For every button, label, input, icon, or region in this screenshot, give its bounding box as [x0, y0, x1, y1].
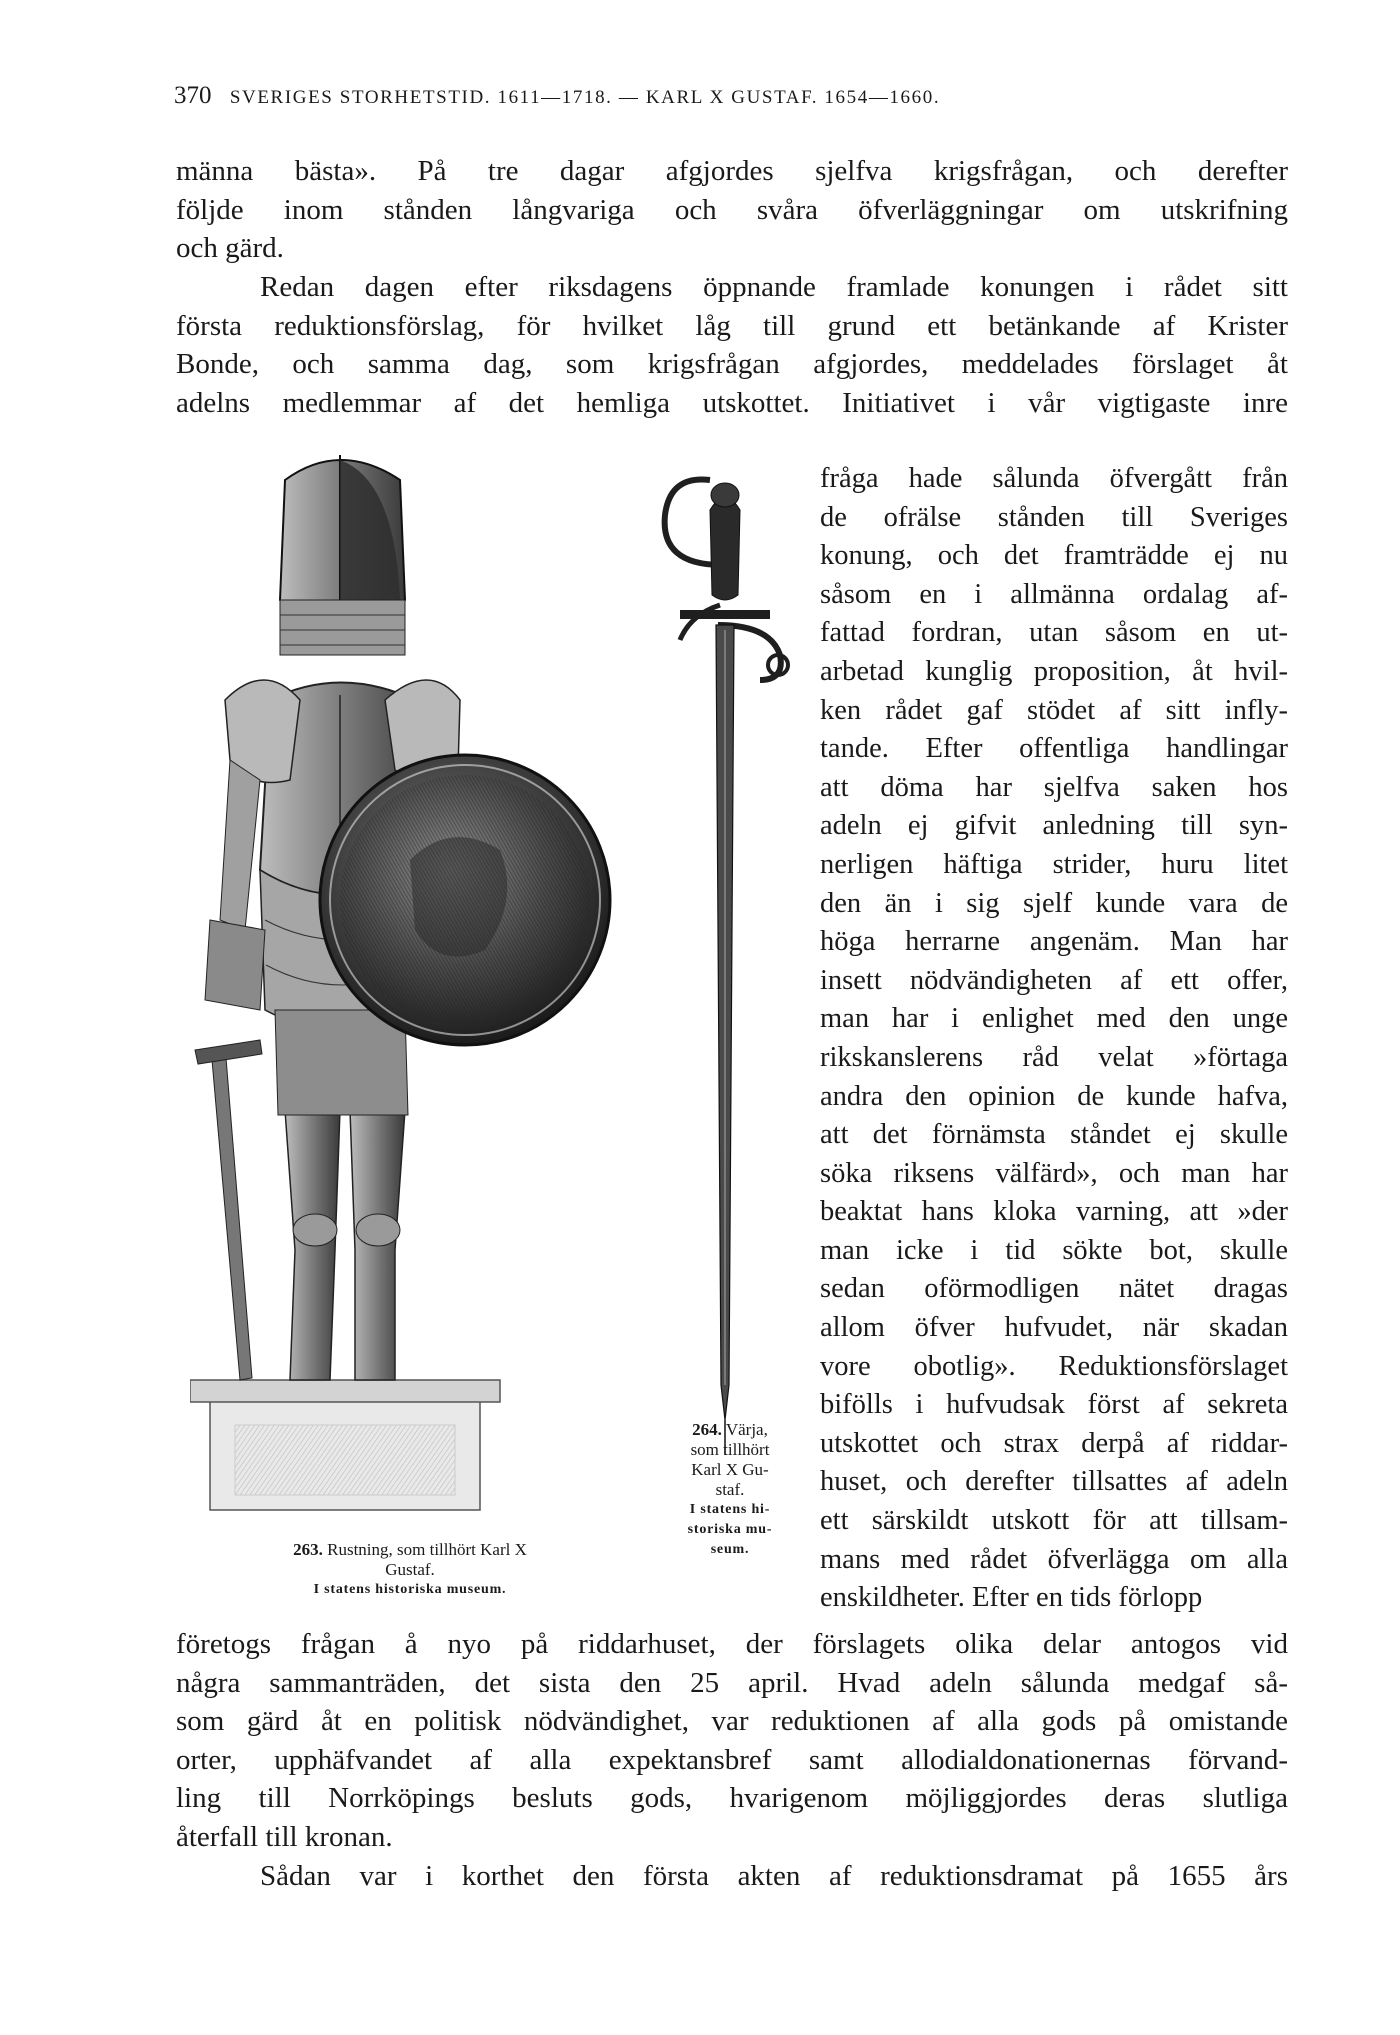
- column-text-line: huset, och derefter tillsattes af adeln: [820, 1466, 1288, 1498]
- caption-number: 264.: [692, 1420, 722, 1439]
- text-line: ling till Norrköpings besluts gods, hvarigenom möjliggjordes deras slutliga: [176, 1782, 1288, 1815]
- column-text-line: att döma har sjelfva saken hos: [820, 771, 1288, 803]
- column-text-line: konung, och det framträdde ej nu: [820, 540, 1288, 572]
- text-line: männa bästa». På tre dagar afgjordes sjelfva krigsfrågan, och derefter: [176, 155, 1288, 187]
- text-line: Bonde, och samma dag, som krigsfrågan afgjordes, meddelades förslaget åt: [176, 348, 1288, 381]
- column-text-line: bifölls i hufvudsak först af sekreta: [820, 1389, 1288, 1421]
- paragraph-4: [176, 1857, 1288, 1896]
- column-text-line: höga herrarne angenäm. Man har: [820, 926, 1288, 958]
- text-line: som gärd åt en politisk nödvändighet, var reduktionen af alla gods på omistande: [176, 1705, 1288, 1738]
- caption-museum: I statens hi-: [689, 1502, 771, 1517]
- text-line: Redan dagen efter riksdagens öppnande framlade konungen i rådet sitt: [260, 271, 1288, 303]
- column-text-line: den än i sig sjelf kunde vara de: [820, 887, 1288, 919]
- column-text-line: allom öfver hufvudet, när skadan: [820, 1312, 1288, 1344]
- running-head: [174, 82, 1244, 110]
- column-text-line: vore obotlig». Reduktionsförslaget: [820, 1350, 1288, 1382]
- text-line: följde inom stånden långvariga och svåra öfverläggningar om utskrifning: [176, 193, 1288, 226]
- column-text-line: beaktat hans kloka varning, att »der: [820, 1196, 1288, 1228]
- column-text-line: man har i enlighet med den unge: [820, 1003, 1288, 1035]
- text-line: första reduktionsförslag, för hvilket låg till grund ett betänkande af Krister: [176, 309, 1288, 342]
- caption-text: Karl X Gu-: [691, 1460, 769, 1479]
- column-text-line: nerligen häftiga strider, huru litet: [820, 848, 1288, 880]
- paragraph-2: [176, 268, 1288, 422]
- text-line: och gärd.: [176, 232, 284, 265]
- text-line: Sådan var i korthet den första akten af reduktionsdramat på 1655 års: [260, 1860, 1288, 1892]
- column-text-line: ken rådet gaf stödet af sitt infly-: [820, 694, 1288, 726]
- text-line: orter, upphäfvandet af alla expektansbref samt allodialdonationernas förvand-: [176, 1743, 1288, 1776]
- caption-263: [190, 1540, 630, 1600]
- text-line: återfall till kronan.: [176, 1820, 393, 1853]
- column-text-line: man icke i tid sökte bot, skulle: [820, 1234, 1288, 1266]
- text-line: företogs frågan å nyo på riddarhuset, der förslagets olika delar antogos vid: [176, 1628, 1288, 1660]
- paragraph-3: [176, 1625, 1288, 1857]
- column-text-line: ett särskildt utskott för att tillsam-: [820, 1505, 1288, 1537]
- sword-illustration: [650, 455, 800, 1530]
- caption-text: Gustaf.: [385, 1560, 435, 1579]
- caption-text: som tillhört: [690, 1440, 770, 1459]
- column-text-line: såsom en i allmänna ordalag af-: [820, 578, 1288, 610]
- caption-number: 263.: [293, 1540, 323, 1559]
- armor-illustration: [190, 450, 620, 1525]
- column-text-line: insett nödvändigheten af ett offer,: [820, 964, 1288, 996]
- caption-museum: I statens historiska museum.: [313, 1582, 507, 1597]
- column-text-line: tande. Efter offentliga handlingar: [820, 733, 1288, 765]
- column-text-line: sedan oförmodligen nätet dragas: [820, 1273, 1288, 1305]
- column-text-line: fråga hade sålunda öfvergått från: [820, 463, 1288, 494]
- caption-text: Rustning, som tillhört Karl X: [327, 1540, 527, 1559]
- column-text-line: arbetad kunglig proposition, åt hvil-: [820, 655, 1288, 687]
- column-text-line: andra den opinion de kunde hafva,: [820, 1080, 1288, 1112]
- text-line: några sammanträden, det sista den 25 april. Hvad adeln sålunda medgaf så-: [176, 1666, 1288, 1699]
- caption-264: [660, 1420, 800, 1560]
- paragraph-1: [176, 152, 1288, 268]
- column-text-line: rikskanslerens råd velat »förtaga: [820, 1041, 1288, 1073]
- caption-text: staf.: [715, 1480, 745, 1499]
- caption-museum: seum.: [710, 1542, 750, 1557]
- page-number: 370: [174, 82, 212, 109]
- column-text-line: enskildheter. Efter en tids förlopp: [820, 1582, 1203, 1614]
- column-text-line: söka riksens välfärd», och man har: [820, 1157, 1288, 1189]
- column-text-line: utskottet och strax derpå af riddar-: [820, 1427, 1288, 1459]
- caption-text: Värja,: [725, 1420, 768, 1439]
- column-text-line: att det förnämsta ståndet ej skulle: [820, 1119, 1288, 1151]
- text-line: adelns medlemmar af det hemliga utskottet. Initiativet i vår vigtigaste inre: [176, 386, 1288, 419]
- running-title: SVERIGES STORHETSTID. 1611—1718. — KARL X GUSTAF. 1654—1660.: [229, 87, 941, 108]
- column-text-line: de ofrälse stånden till Sveriges: [820, 501, 1288, 533]
- column-text: [820, 460, 1288, 1618]
- column-text-line: mans med rådet öfverlägga om alla: [820, 1543, 1288, 1575]
- caption-museum: storiska mu-: [687, 1522, 773, 1537]
- column-text-line: fattad fordran, utan såsom en ut-: [820, 617, 1288, 649]
- column-text-line: adeln ej gifvit anledning till syn-: [820, 810, 1288, 842]
